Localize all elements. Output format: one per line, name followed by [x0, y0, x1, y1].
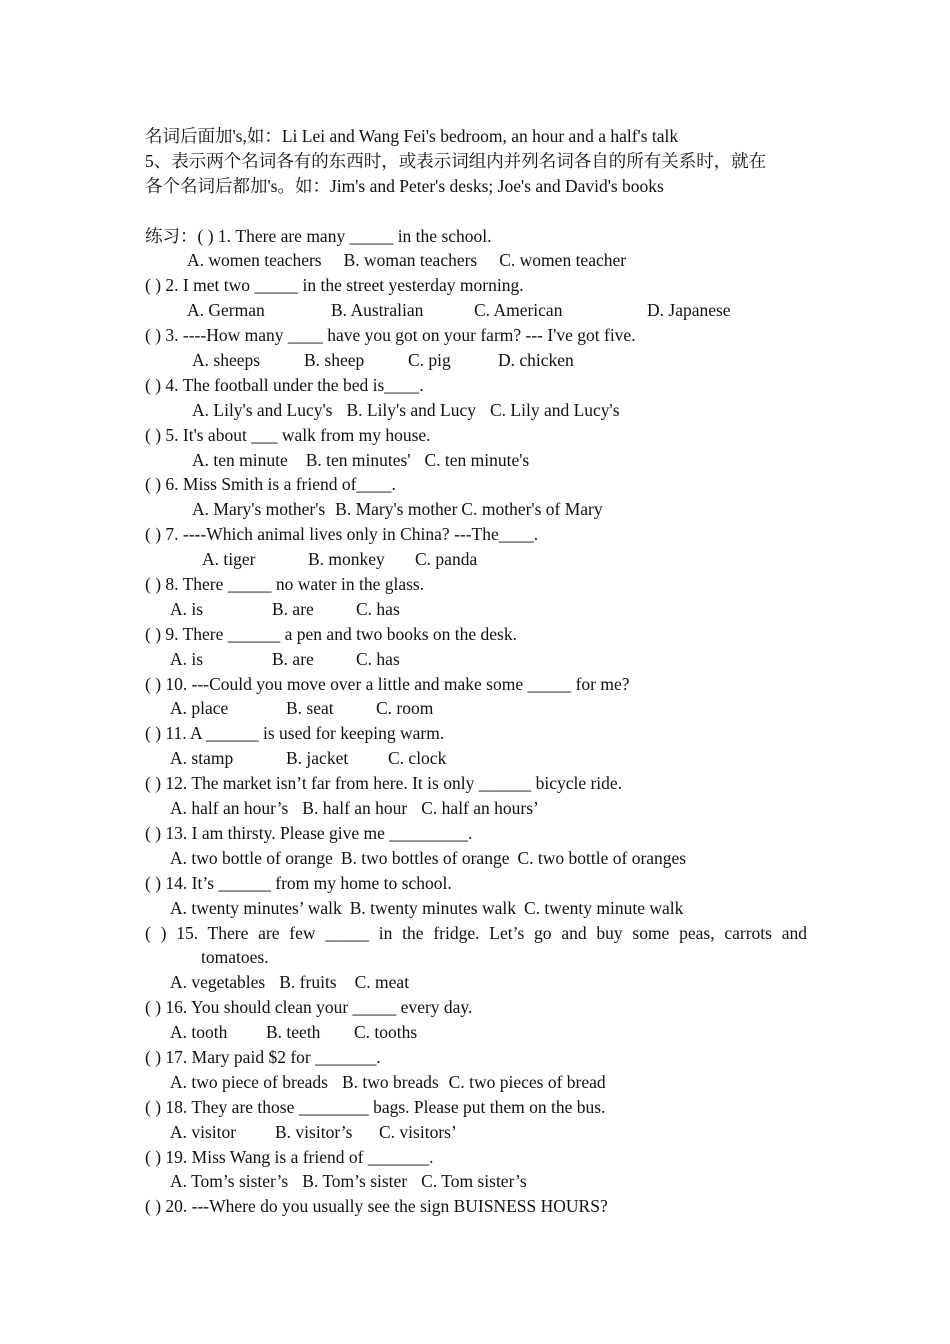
- option-b: B. monkey: [308, 549, 385, 570]
- document-content: [145, 124, 807, 1219]
- option-a: A. women teachers: [187, 250, 322, 271]
- option-a: A. tiger: [202, 549, 256, 570]
- question-15-options: [145, 970, 807, 995]
- question-4-options: [145, 398, 807, 423]
- option-c: C. has: [356, 598, 400, 619]
- question-19-options: [145, 1169, 807, 1194]
- option-b: B. jacket: [286, 748, 349, 769]
- question-15-stem-continued: tomatoes.: [201, 947, 269, 968]
- option-b: B. Tom’s sister: [302, 1171, 408, 1192]
- option-a: A. Lily's and Lucy's: [192, 399, 333, 420]
- option-b: B. are: [272, 598, 314, 619]
- option-c: C. ten minute's: [424, 449, 530, 470]
- intro-line-2: 5、表示两个名词各有的东西时，或表示词组内并列名词各自的所有关系时，就在: [145, 150, 767, 171]
- option-b: B. Lily's and Lucy: [346, 399, 476, 420]
- option-c: C. clock: [388, 748, 447, 769]
- option-b: B. sheep: [304, 350, 365, 371]
- option-b: B. Australian: [331, 300, 424, 321]
- question-10-options: [145, 696, 807, 721]
- question-2-options: [145, 298, 807, 323]
- option-c: C. twenty minute walk: [523, 897, 684, 918]
- option-a: A. German: [187, 300, 265, 321]
- option-d: D. chicken: [498, 350, 574, 371]
- question-9-options: [145, 647, 807, 672]
- question-19-stem: ( ) 19. Miss Wang is a friend of _______.: [145, 1146, 434, 1167]
- option-a: A. tooth: [170, 1022, 228, 1043]
- option-b: B. ten minutes': [305, 449, 411, 470]
- option-b: B. twenty minutes walk: [349, 897, 516, 918]
- option-a: A. visitor: [170, 1121, 237, 1142]
- question-17-options: [145, 1070, 807, 1095]
- question-11-stem: ( ) 11. A ______ is used for keeping warm.: [145, 723, 445, 744]
- question-7-options: [145, 547, 807, 572]
- option-c: C. has: [356, 648, 400, 669]
- option-a: A. ten minute: [192, 449, 288, 470]
- option-b: B. woman teachers: [343, 250, 478, 271]
- option-c: C. mother's of Mary: [461, 499, 603, 520]
- option-a: A. two piece of breads: [170, 1071, 328, 1092]
- question-8-stem: ( ) 8. There _____ no water in the glass.: [145, 574, 425, 595]
- option-c: C. visitors’: [379, 1121, 457, 1142]
- question-18-stem: ( ) 18. They are those ________ bags. Please put them on the bus.: [145, 1096, 606, 1117]
- question-12-options: [145, 796, 807, 821]
- question-13-stem: ( ) 13. I am thirsty. Please give me _________.: [145, 822, 473, 843]
- question-13-options: [145, 846, 807, 871]
- question-4-stem: ( ) 4. The football under the bed is____.: [145, 374, 424, 395]
- option-a: A. is: [170, 648, 204, 669]
- option-d: D. Japanese: [647, 300, 731, 321]
- option-b: B. fruits: [279, 972, 337, 993]
- option-b: B. two bottles of orange: [340, 847, 510, 868]
- question-1-options: [145, 248, 807, 273]
- option-b: B. teeth: [266, 1022, 321, 1043]
- option-b: B. are: [272, 648, 314, 669]
- option-a: A. Tom’s sister’s: [170, 1171, 289, 1192]
- option-b: B. half an hour: [302, 798, 408, 819]
- question-7-stem: ( ) 7. ----Which animal lives only in China? ---The____.: [145, 524, 539, 545]
- option-a: A. two bottle of orange: [170, 847, 333, 868]
- question-11-options: [145, 746, 807, 771]
- question-20-stem: ( ) 20. ---Where do you usually see the sign BUISNESS HOURS?: [145, 1196, 608, 1217]
- question-5-options: [145, 448, 807, 473]
- option-c: C. room: [376, 698, 434, 719]
- option-c: C. women teacher: [499, 250, 627, 271]
- question-18-options: [145, 1120, 807, 1145]
- option-c: C. Lily and Lucy's: [489, 399, 620, 420]
- option-a: A. twenty minutes’ walk: [170, 897, 342, 918]
- option-c: C. American: [474, 300, 563, 321]
- option-b: B. seat: [286, 698, 334, 719]
- option-c: C. Tom sister’s: [421, 1171, 527, 1192]
- intro-line-3: 各个名词后都加's。如：Jim's and Peter's desks; Joe's and David's books: [145, 175, 664, 196]
- option-c: C. two bottle of oranges: [517, 847, 687, 868]
- option-a: A. place: [170, 698, 229, 719]
- option-c: C. tooths: [354, 1022, 418, 1043]
- question-3-options: [145, 348, 807, 373]
- question-16-options: [145, 1020, 807, 1045]
- option-c: C. half an hours’: [421, 798, 539, 819]
- option-a: A. half an hour’s: [170, 798, 289, 819]
- question-6-options: [145, 497, 807, 522]
- question-2-stem: ( ) 2. I met two _____ in the street yesterday morning.: [145, 275, 524, 296]
- option-c: C. meat: [354, 972, 410, 993]
- question-17-stem: ( ) 17. Mary paid $2 for _______.: [145, 1046, 381, 1067]
- option-b: B. two breads: [341, 1071, 439, 1092]
- question-15-stem: ( ) 15. There are few _____ in the fridge. Let’s go and buy some peas, carrots and: [145, 922, 807, 943]
- question-16-stem: ( ) 16. You should clean your _____ every day.: [145, 997, 473, 1018]
- question-14-options: [145, 896, 807, 921]
- question-14-stem: ( ) 14. It’s ______ from my home to school.: [145, 872, 452, 893]
- option-a: A. vegetables: [170, 972, 266, 993]
- question-10-stem: ( ) 10. ---Could you move over a little and make some _____ for me?: [145, 673, 630, 694]
- option-c: C. two pieces of bread: [448, 1071, 606, 1092]
- intro-line-1: 名词后面加's,如：Li Lei and Wang Fei's bedroom, an hour and a half's talk: [145, 126, 679, 146]
- option-b: B. Mary's mother: [335, 499, 458, 520]
- option-c: C. pig: [408, 350, 451, 371]
- question-9-stem: ( ) 9. There ______ a pen and two books on the desk.: [145, 623, 517, 644]
- question-12-stem: ( ) 12. The market isn’t far from here. It is only ______ bicycle ride.: [145, 773, 623, 794]
- option-b: B. visitor’s: [275, 1121, 353, 1142]
- option-a: A. sheeps: [192, 350, 261, 371]
- blank-line: [145, 199, 807, 224]
- question-6-stem: ( ) 6. Miss Smith is a friend of____.: [145, 474, 396, 495]
- question-8-options: [145, 597, 807, 622]
- option-a: A. Mary's mother's: [192, 499, 326, 520]
- question-5-stem: ( ) 5. It's about ___ walk from my house.: [145, 424, 431, 445]
- option-a: A. stamp: [170, 748, 234, 769]
- question-3-stem: ( ) 3. ----How many ____ have you got on your farm? --- I've got five.: [145, 325, 636, 346]
- option-a: A. is: [170, 598, 204, 619]
- option-c: C. panda: [415, 549, 478, 570]
- question-1-stem: 练习：( ) 1. There are many _____ in the school.: [145, 225, 492, 246]
